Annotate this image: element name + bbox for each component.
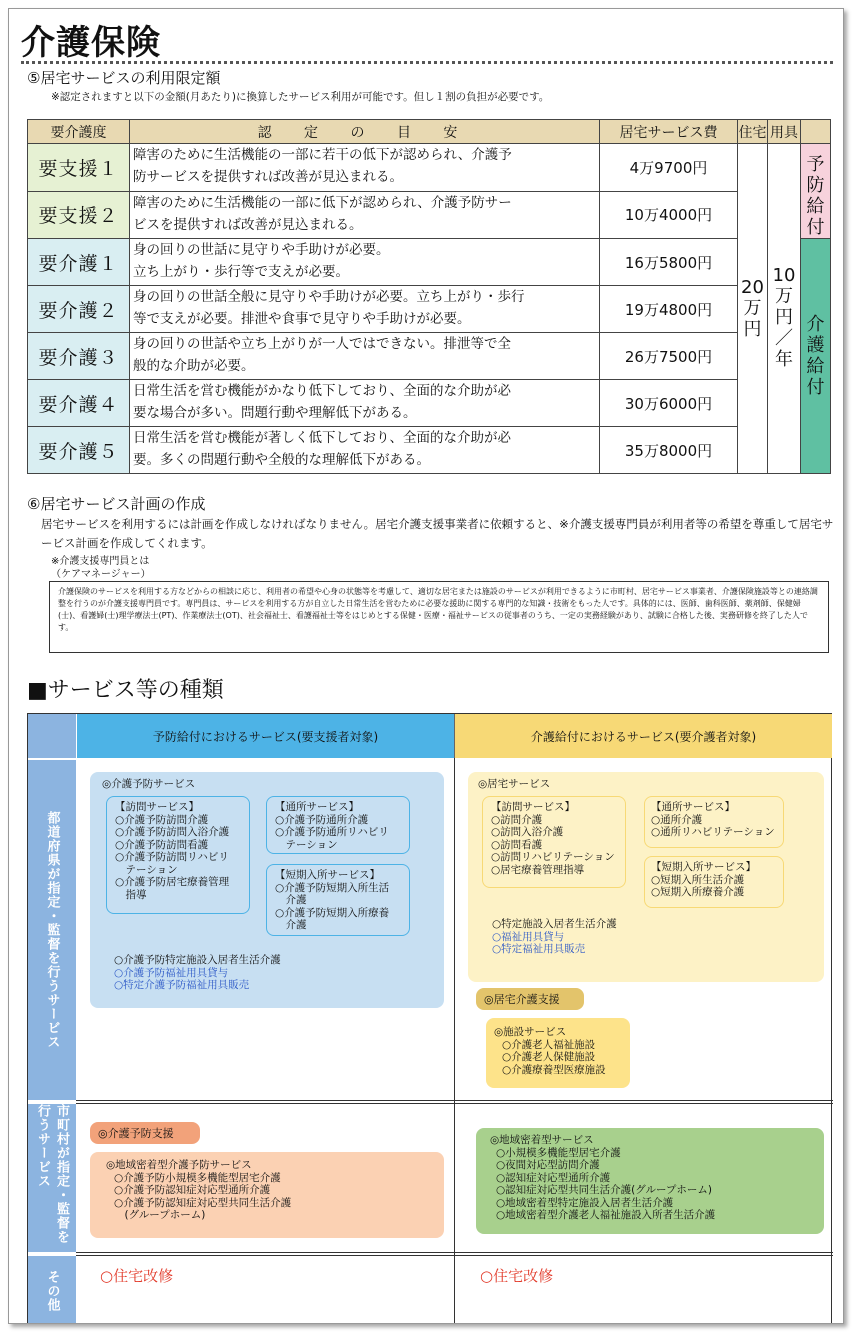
care-manager-definition: 介護保険のサービスを利用する方などからの相談に応じ、利用者の希望や心身の状態等を考慮して、適切な居宅または施設のサービスが利用できるように市町村、居宅サービス事業者、介護保険施設等との連絡調整を行うのが介護支援専門員です。専門員は、サービスを利用する方が自立した日常生活を営むために必要な援助に関する専門的な知識・技術をもった人です。具体的には、医師、歯科医師、薬剤師、保健婦(士)、看護婦(士)理学療法士(PT)、作業療法士(OT)、社会福祉士、看護福祉士等をはじめとする保健・医療・福祉サービスの従事者のうち、一定の実務経験があり、試験に合格した後、実務研修を終了した人です。 (49, 581, 829, 653)
list-item: テーション (275, 838, 338, 851)
list-item: ○介護予防認知症対応型通所介護 (114, 1184, 271, 1196)
cost-cell: 19万4800円 (600, 286, 738, 333)
aim-line: 身の回りの世話全般に見守りや手助けが必要。立ち上がり・歩行 (133, 289, 525, 305)
column-divider (454, 758, 455, 1324)
aim-line: ビスを提供すれば改善が見込まれる。 (133, 216, 363, 233)
corner-cell (28, 714, 76, 758)
header-level: 要介護度 (28, 120, 130, 144)
list-item: ○介護予防福祉用具貸与 (114, 966, 229, 979)
municipality-label: 市町村が指定・監督を行うサービス (28, 1104, 76, 1252)
house-amount-char: 円 (743, 319, 762, 340)
equip-amount-char: 10 (772, 265, 796, 286)
jutaku-kaishu-left: ○住宅改修 (100, 1267, 174, 1285)
house-amount-char: 20 (741, 277, 764, 298)
services-grid (27, 713, 832, 1324)
list-item: ○通所リハビリテーション (651, 826, 775, 838)
cost-cell: 10万4000円 (600, 191, 738, 239)
list-item: テーション (115, 863, 178, 876)
list-item: ○地域密着型介護老人福祉施設入所者生活介護 (496, 1209, 716, 1221)
list-item: ○地域密着型特定施設入居者生活介護 (496, 1196, 674, 1209)
list-item: ○介護老人保健施設 (502, 1051, 596, 1063)
header-cost: 居宅サービス費 (600, 120, 738, 144)
table-row (28, 144, 831, 192)
page-title: 介護保険 (21, 23, 161, 63)
list-item: ○介護予防短期入所生活 (275, 881, 390, 894)
list-item: 【通所サービス】 (651, 801, 735, 813)
kaigo-char: 介 (806, 314, 825, 335)
chiiki-yobo-box (90, 1152, 444, 1238)
kaigo-visit-box (482, 796, 626, 888)
list-item: ◎地域密着型介護予防サービス (106, 1159, 252, 1171)
aim-line: 身の回りの世話に見守りや手助けが必要。 (133, 242, 390, 258)
kaigo-char: 護 (806, 335, 825, 356)
level-cell: 要支援２ (28, 191, 130, 239)
aim-line: 般的な介助が必要。 (133, 358, 255, 374)
list-item: ○訪問リハビリテーション (491, 851, 615, 863)
list-item: ○介護予防小規模多機能型居宅介護 (114, 1171, 281, 1184)
header-blank (801, 120, 831, 144)
equip-amount-char: ／ (775, 328, 793, 349)
level-cell: 要支援１ (28, 144, 130, 192)
house-amount (738, 144, 768, 474)
list-item: ○夜間対応型訪問介護 (496, 1159, 600, 1171)
list-item: ○認知症対応型通所介護 (496, 1171, 611, 1184)
list-item: ○訪問介護 (491, 813, 543, 826)
list-item: ○介護予防認知症対応型共同生活介護 (114, 1196, 292, 1209)
list-item: ○介護予防特定施設入居者生活介護 (114, 954, 281, 966)
aim-cell (130, 380, 600, 427)
yobo-short-box (266, 864, 410, 936)
list-item: ○介護予防訪問介護 (115, 813, 209, 826)
list-item: ○居宅療養管理指導 (491, 863, 585, 876)
header-aim: 認 定 の 目 安 (130, 120, 600, 144)
list-item: ○特定施設入居者生活介護 (492, 918, 617, 930)
yobo-char: 給 (806, 196, 825, 217)
list-item: ○介護予防訪問リハビリ (115, 851, 229, 863)
list-item: 介護 (275, 894, 307, 906)
yobo-header (76, 714, 454, 758)
list-item: ◎施設サービス (494, 1026, 567, 1038)
care-manager-label-line: ※介護支援専門員とは (51, 556, 150, 567)
list-item: 【短期入所サービス】 (651, 861, 756, 873)
list-item: 【訪問サービス】 (491, 801, 575, 813)
aim-line: 要。多くの問題行動や全般的な理解低下がある。 (133, 452, 430, 468)
aim-line: 要な場合が多い。問題行動や理解低下がある。 (133, 405, 417, 421)
yobo-char: 予 (806, 154, 825, 175)
prefecture-label: 都道府県が指定・監督を行うサービス (28, 760, 76, 1100)
header-house: 住宅 (738, 120, 768, 144)
yobo-shien-tag: ◎介護予防支援 (90, 1122, 200, 1144)
table-row (28, 380, 831, 427)
title-divider (21, 61, 833, 64)
equip-amount-char: 年 (775, 349, 793, 370)
kaigo-day-box (644, 796, 784, 848)
table-row (28, 239, 831, 286)
level-cell: 要介護１ (28, 239, 130, 286)
list-item: 【訪問サービス】 (115, 801, 199, 813)
list-item: ○介護予防訪問看護 (115, 838, 209, 851)
kaigo-char: 給 (806, 356, 825, 377)
aim-cell (130, 239, 600, 286)
list-item: 介護 (275, 919, 307, 931)
list-item: ○介護予防通所リハビリ (275, 826, 389, 838)
list-item: ○介護療養型医療施設 (502, 1063, 606, 1076)
list-item: 【通所サービス】 (275, 801, 359, 813)
list-item: ○訪問看護 (491, 838, 543, 851)
table-row (28, 427, 831, 474)
yobo-header-text: 予防給付におけるサービス(要支援者対象) (152, 729, 379, 744)
kaigo-char: 付 (806, 377, 825, 398)
list-item: ○介護予防居宅療養管理 (115, 876, 230, 888)
list-item: ○介護老人福祉施設 (502, 1038, 596, 1051)
kaigo-other-list (492, 918, 617, 956)
level-cell: 要介護３ (28, 333, 130, 380)
table-row (28, 286, 831, 333)
limit-table (27, 119, 831, 474)
aim-cell (130, 286, 600, 333)
level-cell: 要介護２ (28, 286, 130, 333)
house-amount-char: 万 (743, 298, 762, 319)
list-item: ○通所介護 (651, 813, 703, 826)
aim-line: 防サービスを提供すれば改善が見込まれる。 (133, 169, 403, 185)
kaigo-header (454, 714, 832, 758)
list-item: ○小規模多機能型居宅介護 (496, 1146, 621, 1159)
kaigo-service-box (468, 772, 824, 982)
equip-amount-char: 万 (775, 286, 793, 307)
aim-cell (130, 427, 600, 474)
list-item: ○介護予防訪問入浴介護 (115, 826, 230, 838)
other-label: その他 (28, 1256, 76, 1324)
list-item: ○訪問入浴介護 (491, 826, 564, 838)
care-manager-label-line: （ケアマネージャー） (51, 569, 151, 580)
aim-cell (130, 333, 600, 380)
section-limit-title: ⑤居宅サービスの利用限定額 (27, 69, 221, 87)
yobo-day-box (266, 796, 410, 854)
section-limit-note: ※認定されますと以下の金額(月あたり)に換算したサービス利用が可能です。但し１割の負担が必要です。 (51, 91, 550, 103)
aim-line: 身の回りの世話や立ち上がりが一人ではできない。排泄等で全 (133, 336, 511, 352)
chiiki-box (476, 1128, 824, 1234)
table-row (28, 191, 831, 239)
list-item: ○認知症対応型共同生活介護(グループホーム) (496, 1184, 713, 1196)
equip-amount-char: 円 (775, 307, 793, 328)
list-item: (グループホーム) (114, 1209, 206, 1221)
section-plan-title: ⑥居宅サービス計画の作成 (27, 495, 206, 513)
cost-cell: 26万7500円 (600, 333, 738, 380)
yobo-char: 防 (806, 175, 825, 196)
jutaku-kaishu-right: ○住宅改修 (480, 1267, 554, 1285)
list-item: ○短期入所生活介護 (651, 873, 745, 886)
aim-line: 日常生活を営む機能がかなり低下しており、全面的な介助が必 (133, 383, 511, 399)
list-item: 指導 (115, 888, 147, 901)
yobo-kyufu-label (801, 144, 831, 239)
section-plan-body: 居宅サービスを利用するには計画を作成しなければなりません。居宅介護支援事業者に依頼すると、※介護支援専門員が利用者等の希望を尊重して居宅サービス計画を作成してくれます。 (41, 517, 834, 550)
cost-cell: 30万6000円 (600, 380, 738, 427)
cost-cell: 4万9700円 (600, 144, 738, 192)
page-frame (8, 8, 844, 1324)
yobo-other-list (114, 954, 281, 992)
kaigo-service-title: ◎居宅サービス (478, 778, 551, 790)
aim-cell (130, 144, 600, 192)
kyotaku-shien-tag: ◎居宅介護支援 (476, 988, 584, 1010)
cost-cell: 16万5800円 (600, 239, 738, 286)
care-manager-label (51, 555, 151, 581)
header-equip: 用具 (768, 120, 801, 144)
list-item: ○福祉用具貸与 (492, 930, 565, 943)
kaigo-header-text: 介護給付におけるサービス(要介護者対象) (530, 729, 757, 744)
aim-line: 障害のために生活機能の一部に低下が認められ、介護予防サー (133, 194, 512, 211)
list-item: ○介護予防通所介護 (275, 813, 369, 826)
list-item: ○介護予防短期入所療養 (275, 906, 390, 919)
yobo-visit-box (106, 796, 250, 914)
aim-line: 等で支えが必要。排泄や食事で見守りや手助けが必要。 (133, 311, 471, 327)
aim-line: 障害のために生活機能の一部に若干の低下が認められ、介護予 (133, 147, 512, 163)
level-cell: 要介護４ (28, 380, 130, 427)
list-item: ○特定介護予防福祉用具販売 (114, 979, 250, 991)
yobo-service-box (90, 772, 444, 1008)
aim-line: 立ち上がり・歩行等で支えが必要。 (133, 264, 349, 280)
table-row (28, 333, 831, 380)
list-item: ○短期入所療養介護 (651, 886, 745, 898)
services-title: ■サービス等の種類 (27, 678, 224, 703)
list-item: ◎地域密着型サービス (490, 1134, 594, 1146)
kaigo-short-box (644, 856, 784, 908)
cost-cell: 35万8000円 (600, 427, 738, 474)
aim-line: 日常生活を営む機能が著しく低下しており、全面的な介助が必 (133, 430, 511, 446)
aim-cell (130, 191, 600, 239)
list-item: 【短期入所サービス】 (275, 869, 380, 881)
yobo-service-title: ◎介護予防サービス (102, 778, 196, 790)
list-item: ○特定福祉用具販売 (492, 943, 586, 955)
equip-amount (768, 144, 801, 474)
level-cell: 要介護５ (28, 427, 130, 474)
shisetsu-box (486, 1018, 630, 1088)
yobo-char: 付 (806, 217, 825, 238)
kaigo-kyufu-label (801, 239, 831, 474)
